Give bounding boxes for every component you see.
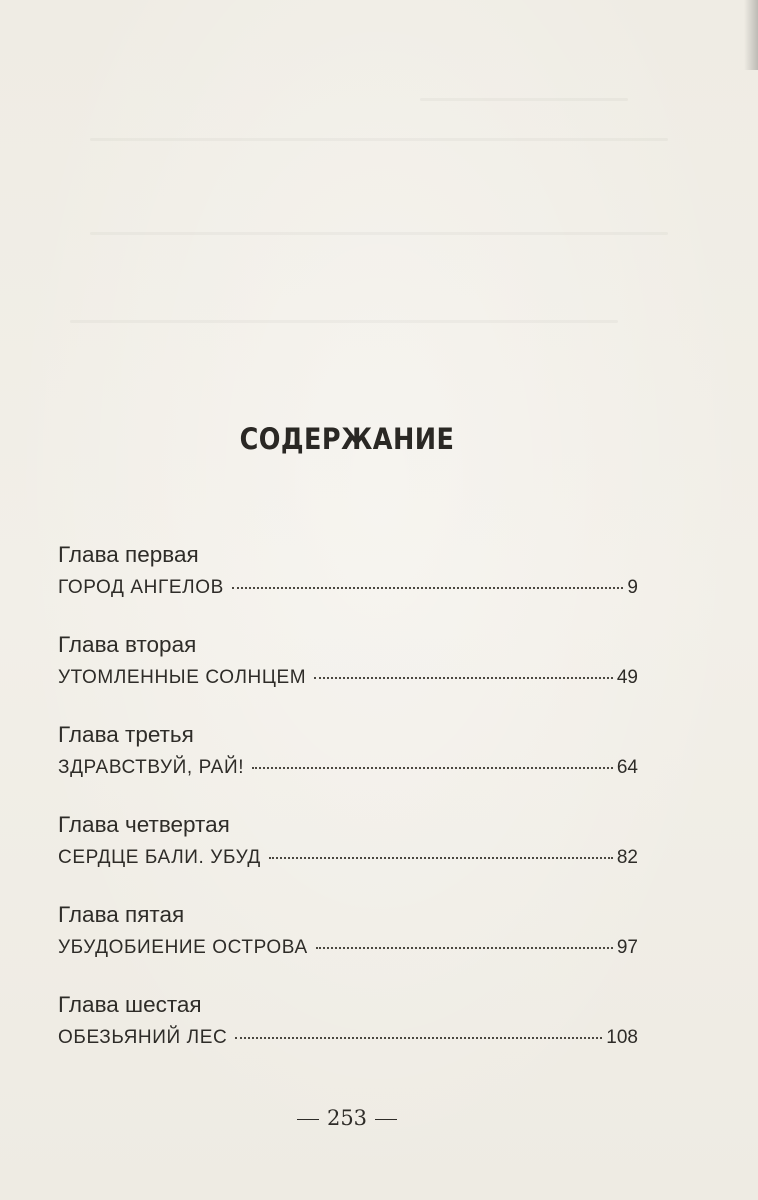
chapter-title: ОБЕЗЬЯНИЙ ЛЕС [58, 1027, 228, 1048]
toc-entry[interactable] [58, 720, 638, 810]
dot-leader [269, 857, 613, 859]
chapter-label: Глава первая [58, 542, 199, 567]
dot-leader [232, 587, 624, 589]
page-title: СОДЕРЖАНИЕ [239, 422, 455, 456]
toc-row [58, 844, 638, 876]
chapter-title: ЗДРАВСТВУЙ, РАЙ! [58, 757, 245, 778]
chapter-label: Глава шестая [58, 992, 202, 1017]
chapter-title: СЕРДЦЕ БАЛИ. УБУД [58, 847, 261, 868]
page-number: 49 [616, 667, 638, 688]
show-through-line [90, 138, 668, 141]
toc-row [58, 1024, 638, 1056]
table-of-contents [58, 540, 638, 1080]
toc-row [58, 934, 638, 966]
dot-leader [314, 677, 613, 679]
show-through-line [420, 98, 628, 101]
chapter-label: Глава вторая [58, 632, 197, 657]
dot-leader [235, 1037, 602, 1039]
dot-leader [252, 767, 613, 769]
show-through-line [70, 320, 618, 323]
chapter-title: УТОМЛЕННЫЕ СОЛНЦЕМ [58, 667, 307, 688]
dot-leader [316, 947, 613, 949]
chapter-label: Глава третья [58, 722, 194, 747]
folio [0, 1106, 694, 1130]
chapter-title: ГОРОД АНГЕЛОВ [58, 577, 224, 598]
show-through-line [90, 232, 668, 235]
folio-dash-right [375, 1119, 397, 1120]
chapter-label: Глава четвертая [58, 812, 230, 837]
toc-row [58, 754, 638, 786]
chapter-label: Глава пятая [58, 902, 185, 927]
page-number: 97 [616, 937, 638, 958]
chapter-title: УБУДОБИЕНИЕ ОСТРОВА [58, 937, 308, 958]
toc-entry[interactable] [58, 900, 638, 990]
page-number: 82 [616, 847, 638, 868]
folio-dash-left [297, 1119, 319, 1120]
toc-entry[interactable] [58, 540, 638, 630]
toc-entry[interactable] [58, 990, 638, 1080]
page-number: 108 [606, 1027, 638, 1048]
toc-row [58, 664, 638, 696]
toc-row [58, 574, 638, 606]
toc-entry[interactable] [58, 810, 638, 900]
page-edge-shadow [744, 0, 758, 70]
folio-number: 253 [326, 1106, 368, 1130]
page-number: 9 [627, 577, 638, 598]
page-number: 64 [616, 757, 638, 778]
toc-entry[interactable] [58, 630, 638, 720]
